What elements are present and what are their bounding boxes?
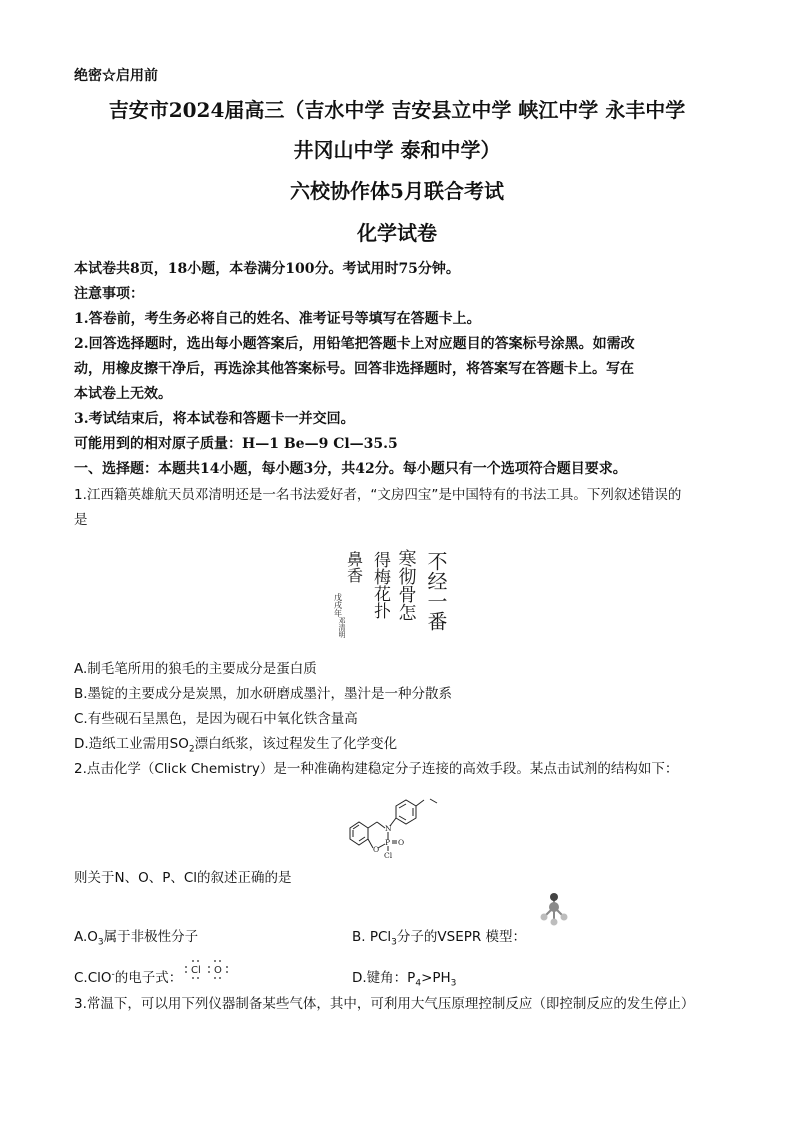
calligraphy-col3: 得梅花扑: [370, 551, 390, 619]
electron-formula-o: O: [214, 965, 222, 976]
exam-summary: 本试卷共8页，18小题，本卷满分100分。考试用时75分钟。: [74, 261, 460, 277]
q3-stem: 3.常温下，可以用下列仪器制备某些气体，其中，可利用大气压原理控制反应（即控制反应的发生停止）: [74, 996, 695, 1012]
q1-stem-line1: 1.江西籍英雄航天员邓清明还是一名书法爱好者，“文房四宝”是中国特有的书法工具。下列叙述错误的: [74, 487, 682, 503]
section1-heading: 一、选择题：本题共14小题，每小题3分，共42分。每小题只有一个选项符合题目要求。: [74, 461, 627, 477]
q2-lead: 则关于N、O、P、Cl的叙述正确的是: [74, 870, 292, 886]
q1-option-d: D.造纸工业需用$SO_2$漂白纸浆，该过程发生了化学变化: [74, 736, 398, 755]
calligraphy-image: [328, 535, 468, 647]
q1-option-b: B.墨锭的主要成分是炭黑，加水研磨成墨汁，墨汁是一种分散系: [74, 686, 453, 702]
notice-item-2-line1: 2.回答选择题时，选出每小题答案后，用铅笔把答题卡上对应题目的答案标号涂黑。如需改: [74, 336, 635, 352]
exam-title-line3: 六校协作体5月联合考试: [290, 179, 504, 203]
molecule-label-n: N: [385, 824, 392, 833]
molecule-label-o-double: O: [398, 838, 405, 847]
q2-stem: 2.点击化学（Click Chemistry）是一种准确构建稳定分子连接的高效手段。某点击试剂的结构如下：: [74, 761, 679, 777]
q2-option-b: B. PCl$_3$分子的VSEPR 模型：: [352, 929, 527, 948]
atomic-mass-line: 可能用到的相对原子质量：H—1 Be—9 Cl—35.5: [74, 436, 398, 452]
exam-title-line2: 井冈山中学 泰和中学）: [293, 138, 501, 162]
confidential-label: 绝密☆启用前: [74, 68, 158, 84]
molecule-label-o-ring: O: [373, 845, 380, 854]
electron-formula-cl: Cl: [191, 965, 201, 976]
notice-item-2-line2: 动，用橡皮擦干净后，再选涂其他答案标号。回答非选择题时，将答案写在答题卡上。写在: [74, 361, 634, 377]
q2-option-a: $A.O_3$属于非极性分子: [74, 929, 199, 948]
exam-title-line1: 吉安市2024届高三（吉水中学 吉安县立中学 峡江中学 永丰中学: [108, 98, 686, 122]
calligraphy-col4: 鼻香: [344, 551, 364, 583]
calligraphy-col1: 不经一番: [424, 551, 448, 631]
electron-formula: [182, 956, 232, 982]
molecule-label-p: P: [385, 838, 391, 847]
notice-item-2-line3: 本试卷上无效。: [74, 386, 172, 402]
calligraphy-col2: 寒彻骨怎: [395, 549, 417, 621]
notice-item-1: 1.答卷前，考生务必将自己的姓名、准考证号等填写在答题卡上。: [74, 311, 481, 327]
q1-stem-line2: 是: [74, 512, 88, 528]
vsepr-model-icon: [539, 892, 569, 926]
calligraphy-col5: 戊戌年: [333, 593, 343, 617]
q2-option-c: C.ClO-的电子式：: [74, 969, 183, 986]
q1-option-a: A.制毛笔所用的狼毛的主要成分是蛋白质: [74, 661, 317, 677]
q2-option-d: D.键角：$P_4>PH_3$: [352, 970, 457, 989]
molecule-label-cl: Cl: [384, 851, 393, 860]
molecule-structure: [342, 788, 467, 860]
q1-option-c: C.有些砚石呈黑色，是因为砚石中氧化铁含量高: [74, 711, 358, 727]
notice-item-3: 3.考试结束后，将本试卷和答题卡一并交回。: [74, 411, 355, 427]
notice-heading: 注意事项：: [74, 286, 144, 302]
subject-title: 化学试卷: [357, 221, 437, 245]
calligraphy-col6: 邓清明: [338, 617, 346, 638]
